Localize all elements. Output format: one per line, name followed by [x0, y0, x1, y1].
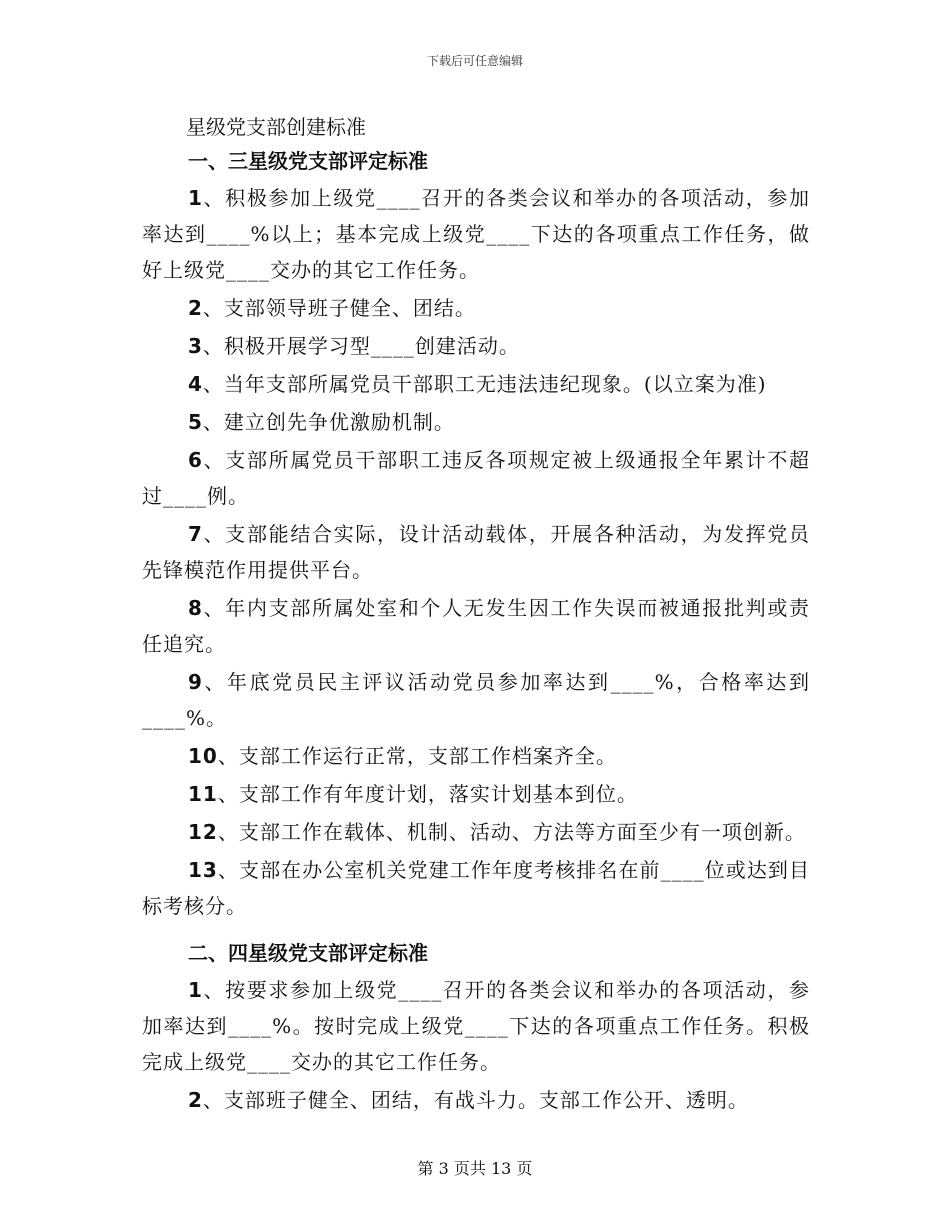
section-heading-2: 二、四星级党支部评定标准: [188, 941, 428, 965]
list-item: 1、积极参加上级党____召开的各类会议和举办的各项活动，参加率达到____%以上；基本完成上级党____下达的各项重点工作任务，做好上级党____交办的其它工作任务。: [142, 186, 810, 282]
list-item: 11、支部工作有年度计划，落实计划基本到位。: [188, 782, 638, 806]
list-item: 9、年底党员民主评议活动党员参加率达到____%，合格率达到____%。: [142, 670, 810, 730]
list-item: 4、当年支部所属党员干部职工无违法违纪现象。(以立案为准): [188, 372, 767, 396]
list-item: 12、支部工作在载体、机制、活动、方法等方面至少有一项创新。: [188, 820, 806, 844]
list-item: 8、年内支部所属处室和个人无发生因工作失误而被通报批判或责任追究。: [142, 596, 810, 656]
list-item: 1、按要求参加上级党____召开的各类会议和举办的各项活动，参加率达到____%。按时完成上级党____下达的各项重点工作任务。积极完成上级党____交办的其它工作任务。: [142, 978, 810, 1074]
list-item: 7、支部能结合实际，设计活动载体，开展各种活动，为发挥党员先锋模范作用提供平台。: [142, 522, 810, 582]
document-body: [142, 112, 810, 1120]
list-item: 2、支部班子健全、团结，有战斗力。支部工作公开、透明。: [188, 1088, 749, 1112]
list-item: 5、建立创先争优激励机制。: [188, 410, 455, 434]
page-footer: 第 3 页共 13 页: [417, 1159, 533, 1178]
list-item: 10、支部工作运行正常，支部工作档案齐全。: [188, 744, 617, 768]
document-title: 星级党支部创建标准: [186, 115, 366, 139]
list-item: 6、支部所属党员干部职工违反各项规定被上级通报全年累计不超过____例。: [142, 448, 810, 508]
list-item: 3、积极开展学习型____创建活动。: [188, 334, 520, 358]
header-note: 下载后可任意编辑: [426, 54, 523, 68]
list-item: 2、支部领导班子健全、团结。: [188, 296, 476, 320]
list-item: 13、支部在办公室机关党建工作年度考核排名在前____位或达到目标考核分。: [142, 858, 810, 918]
section-heading-1: 一、三星级党支部评定标准: [188, 149, 428, 173]
